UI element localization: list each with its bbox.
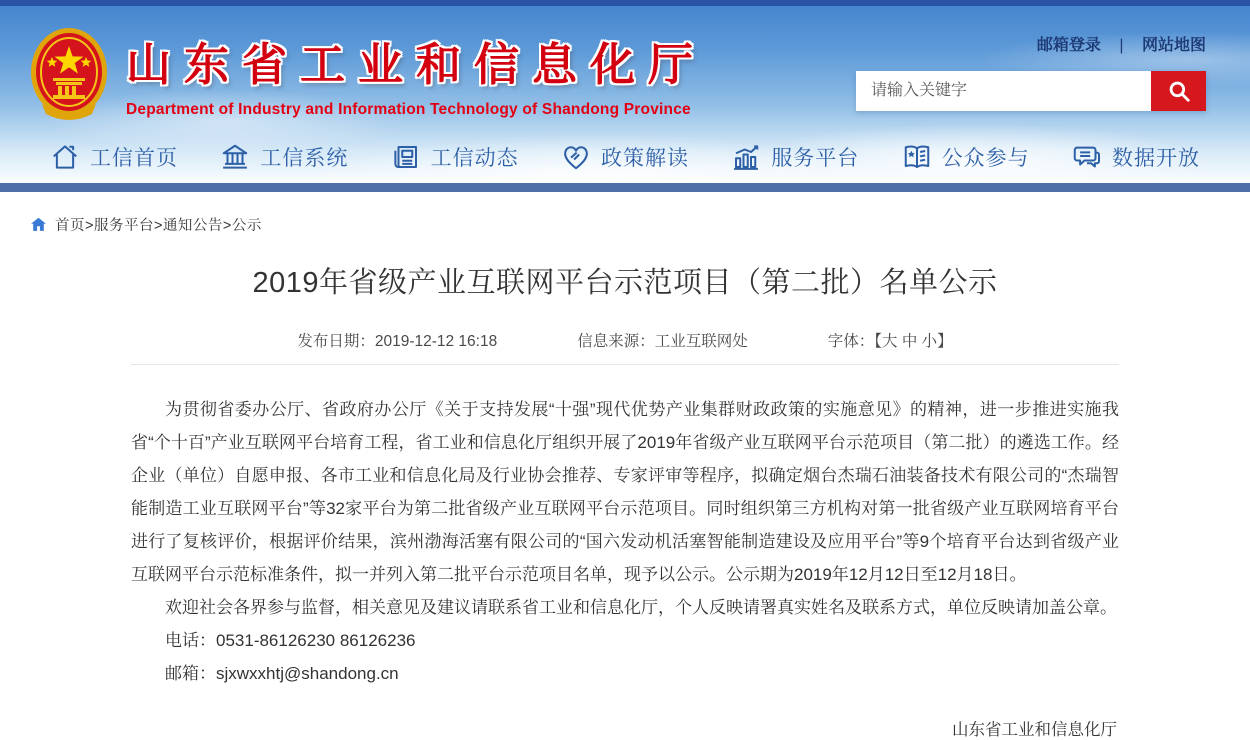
nav-item-system[interactable] [220,142,348,172]
chat-bubbles-icon [1072,142,1102,172]
search-button[interactable] [1151,71,1206,111]
news-icon [391,142,421,172]
publish-date: 发布日期：2019-12-12 16:18 [297,333,498,350]
bank-icon [220,142,250,172]
nav-item-label: 公众参与 [941,146,1030,170]
handshake-heart-icon [561,142,591,172]
article-title: 2019年省级产业互联网平台示范项目（第二批）名单公示 [252,267,998,299]
paragraph: 电话：0531-86126230 86126236 [165,631,416,650]
nav-item-home[interactable] [50,142,178,172]
search-icon [1166,78,1192,104]
nav-item-open-data[interactable] [1072,142,1200,172]
national-emblem-logo [30,26,108,122]
main-content [0,192,1250,740]
search-input[interactable] [856,71,1151,111]
site-header [0,6,1250,183]
link-separator: | [1119,37,1124,54]
nav-item-label: 服务平台 [771,146,860,170]
font-size-control [828,329,953,351]
site-title: 山东省工业和信息化厅 [126,39,707,90]
nav-item-label: 工信动态 [430,146,519,170]
open-book-icon [902,142,932,172]
growth-chart-icon [731,142,761,172]
nav-item-label: 政策解读 [600,146,689,170]
nav-item-label: 工信系统 [260,146,349,170]
paragraph: 欢迎社会各界参与监督，相关意见及建议请联系省工业和信息化厅，个人反映请署真实姓名及联系方式，单位反映请加盖公章。 [165,598,1117,617]
search-bar [856,71,1206,111]
mail-login-link[interactable]: 邮箱登录 [1036,37,1101,54]
brand-text [126,20,706,119]
meta-divider [131,364,1119,365]
header-row [0,6,1250,130]
sitemap-link[interactable]: 网站地图 [1141,37,1206,54]
header-right [856,20,1206,130]
nav-item-participation[interactable] [902,142,1030,172]
breadcrumb [0,192,1250,236]
brand [30,20,706,130]
site-subtitle-en: Department of Industry and Information Technology of Shandong Province [126,101,691,118]
article-signature: 山东省工业和信息化厅 [952,721,1117,739]
breadcrumb-home-icon [30,216,47,233]
nav-item-policy[interactable] [561,142,689,172]
nav-item-label: 工信首页 [90,146,178,170]
font-size-label: 字体： [827,333,875,350]
nav-item-service[interactable] [731,142,859,172]
breadcrumb-path[interactable]: 首页>服务平台>通知公告>公示 [55,217,262,234]
nav-bottom-strip [0,183,1250,192]
info-source: 信息来源：工业互联网处 [577,333,748,350]
home-icon [50,142,80,172]
article-body [131,393,1119,690]
article-meta [131,329,1119,351]
nav-item-label: 数据开放 [1111,146,1200,170]
paragraph: 邮箱：sjxwxxhtj@shandong.cn [165,664,399,683]
nav-item-news[interactable] [391,142,519,172]
main-nav [0,130,1250,183]
font-size-options[interactable]: 【大 中 小】 [874,333,953,350]
article [131,260,1119,740]
top-links [1037,32,1206,55]
paragraph: 为贯彻省委办公厅、省政府办公厅《关于支持发展“十强”现代优势产业集群财政政策的实施意见》的精神，进一步推进实施我省“个十百”产业互联网平台培育工程，省工业和信息化厅组织开展了2019年省级产业互联网平台示范项目（第二批）的遴选工作。经企业（单位）自愿申报、各市工业和信息化局及行业协会推荐、专家评审等程序，拟确定烟台杰瑞石油装备技术有限公司的“杰瑞智能制造工业互联网平台”等32家平台为第二批省级产业互联网平台示范项目。同时组织第三方机构对第一批省级产业互联网培育平台进行了复核评价，根据评价结果，滨州渤海活塞有限公司的“国六发动机活塞智能制造建设及应用平台”等9个培育平台达到省级产业互联网平台示范标准条件，拟一并列入第二批平台示范项目名单，现予以公示。公示期为2019年12月12日至12月18日。 [131,400,1119,584]
